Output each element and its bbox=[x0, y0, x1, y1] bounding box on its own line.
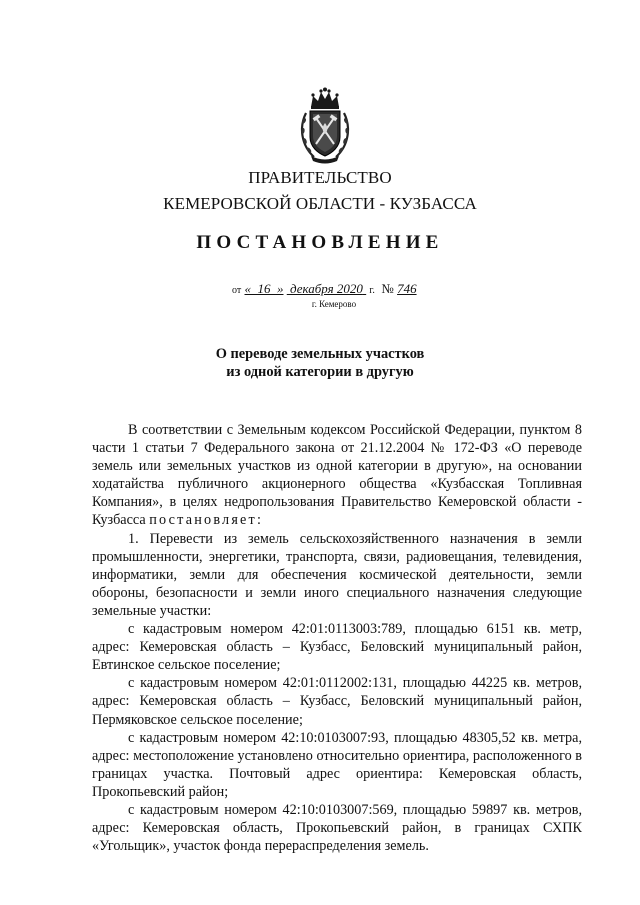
date-prefix: от bbox=[232, 285, 242, 296]
date-day: 16 bbox=[257, 281, 271, 296]
subject-line1: О переводе земельных участков bbox=[215, 346, 425, 362]
coat-of-arms-icon bbox=[297, 87, 353, 165]
government-name-line1: ПРАВИТЕЛЬСТВО bbox=[248, 168, 392, 187]
item-1-paragraph: 1. Перевести из земель сельскохозяйственного назначения в земли промышленности, энергетики, транспорта, связи, радиовещания, телевидения, информатики, земли для обеспечения космической деятельности, земли обороны, безопасности и земли иного специального назначения следующие земельные участки: bbox=[92, 530, 582, 619]
document-number: 746 bbox=[397, 281, 417, 296]
plot-paragraph: с кадастровым номером 42:01:0112002:131, площадью 44225 кв. метров, адрес: Кемеровская область – Кузбасс, Беловский муниципальный район, Пермяковское сельское поселение; bbox=[92, 675, 582, 728]
intro-text: В соответствии с Земельным кодексом Российской Федерации, пунктом 8 части 1 статьи 7 Федерального закона от 21.12.2004 № 172-ФЗ «О переводе земель или земельных участков из одной категории в другую», на основании ходатайства публичного акционерного общества «Кузбасская Топливная Компания», в целях недропользования Правительство Кемеровской области - Кузбасса bbox=[92, 422, 582, 529]
decree-word: постановляет: bbox=[149, 512, 264, 529]
date-number-line bbox=[232, 281, 417, 297]
date-year-abbr: г. bbox=[369, 285, 375, 296]
shield-icon bbox=[310, 111, 340, 156]
subject-line2: из одной категории в другую bbox=[226, 364, 414, 380]
date-quote-open: « bbox=[244, 281, 251, 296]
date-month-year: декабря 2020 bbox=[290, 281, 363, 296]
crown-icon bbox=[311, 88, 339, 110]
plot-paragraph: с кадастровым номером 42:01:0113003:789, площадью 6151 кв. метр, адрес: Кемеровская область – Кузбасс, Беловский муниципальный район, Евтинское сельское поселение; bbox=[92, 621, 582, 674]
government-name-line2: КЕМЕРОВСКОЙ ОБЛАСТИ - КУЗБАССА bbox=[163, 194, 477, 213]
city-label: г. Кемерово bbox=[311, 299, 357, 309]
document-type-title: ПОСТАНОВЛЕНИЕ bbox=[196, 232, 444, 253]
number-sign: № bbox=[381, 281, 394, 296]
plot-paragraph: с кадастровым номером 42:10:0103007:569, площадью 59897 кв. метров, адрес: Кемеровская область, Прокопьевский район, в границах СХПК «Угольщик», участок фонда перераспределения земель. bbox=[92, 801, 582, 855]
date-quote-close: » bbox=[277, 281, 284, 296]
document-body bbox=[92, 421, 582, 855]
intro-paragraph bbox=[92, 421, 582, 530]
plot-paragraph: с кадастровым номером 42:10:0103007:93, площадью 48305,52 кв. метра, адрес: местоположение установлено относительно ориентира, расположенного в границах участка. Почтовый адрес ориентира: Кемеровская область, Прокопьевский район; bbox=[92, 729, 582, 800]
